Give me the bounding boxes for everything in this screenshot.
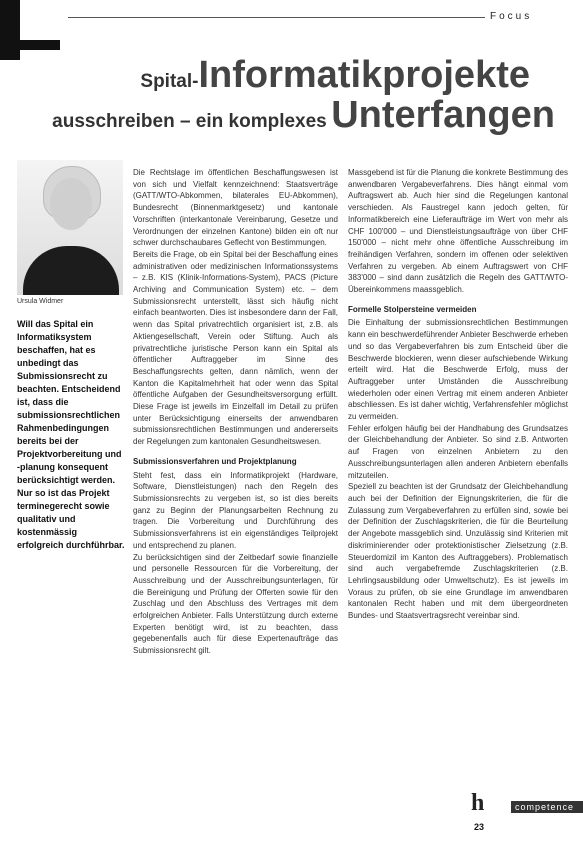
- subheading: Submissionsverfahren und Projektplanung: [133, 456, 297, 466]
- section-label: Focus: [490, 11, 533, 22]
- author-photo: [17, 160, 123, 295]
- page-number: 23: [474, 822, 485, 832]
- competence-logo: [471, 790, 583, 822]
- logo-mark: h: [471, 790, 485, 816]
- paragraph: Zu berücksichtigen sind der Zeitbedarf sowie finanzielle und personelle Ressourcen für die Vorbereitung, der Ausschreibung und der Ausschreibungsunterlagen, für die Bereinigung und Prüfung der Offerten sowie für den Zuschlag und den Abschluss des Vertrages mit dem erfolgreichen Anbieter. Falls Unterstützung durch externe Experten benötigt wird, ist zu beachten, dass gegebenenfalls auch für diese Expertenaufträge das Submissionsrecht gilt.: [133, 552, 338, 656]
- title-prefix: Spital-: [140, 71, 199, 92]
- header-rule: [68, 17, 485, 18]
- paragraph: Die Rechtslage im öffentlichen Beschaffungswesen ist von sich und Vielfalt kennzeichnend: Staatsverträge (GATT/WTO-Abkommen, bilaterales EU-Abkommen), Bundesrecht (Binnenmarktgesetz) und kantonale Vorschriften (interkantonale Vereinbarung, Gesetze und Verordnungen der einzelnen Kantone) bilden ein oft nur schwer durchschaubares Geflecht von Bestimmungen.: [133, 168, 338, 248]
- sidebar-intro: Will das Spital ein Informatiksystem beschaffen, hat es unbedingt das Submissionsrecht zu beachten. Entscheidend ist, dass die submissionsrechtlichen Rahmenbedingungen bereits bei der Projektvorbereitung und -planung konsequent berücksichtigt werden. Nur so ist das Projekt terminegerecht sowie qualitativ und kostenmässig erfolgreich durchführbar.: [17, 319, 125, 550]
- article-column-2: [348, 167, 568, 622]
- paragraph: Die Einhaltung der submissionsrechtlichen Bestimmungen kann ein beschwerdeführender Anbieter Beschwerde erheben und so das Vergabeverfahren bis zum Entscheid über die Beschwerde blockieren, wenn dieser aufschiebende Wirkung erteilt wird. Hat die Beschwerde Erfolg, muss der Auftraggeber unter Umständen die Ausschreibung wiederholen oder einen Vertrag mit einem anderen Anbieter abschliessen. Es ist daher wichtig, Verfahrensfehler möglichst zu vermeiden.: [348, 318, 568, 422]
- paragraph: Bereits die Frage, ob ein Spital bei der Beschaffung eines administrativen oder medizinischen Informationssystems – z.B. KIS (Klinik-Informations-System), PACS (Picture Archiving and Communication System) etc. – dem Submissionsrecht unterstellt, lässt sich häufig nicht einfach beantworten. Dies ist insbesondere dann der Fall, wenn das Spital privatrechtlich organisiert ist, z.B. als Aktiengesellschaft, Verein oder Stiftung. Auch als privatrechtliche juristische Person kann ein Spital als öffentlicher Auftraggeber im Sinne des Beschaffungsrechts gelten, dann nämlich, wenn der Kanton die Kapitalmehrheit hat oder wenn das Spital öffentliche Aufgaben der Gesundheitsversorgung erfüllt. Diese Frage ist jeweils im Einzelfall im Detail zu prüfen unter Berücksichtigung einerseits der anwendbaren submissionsrechtlichen Bestimmungen und andererseits der Regelungen zum kantonalen Gesundheitswesen.: [133, 249, 338, 447]
- title-mid: ausschreiben – ein komplexes: [52, 111, 327, 132]
- photo-body: [23, 246, 119, 295]
- paragraph: Speziell zu beachten ist der Grundsatz der Gleichbehandlung auch bei der Definition der Eignungskriterien, die für die Zulassung zum Vergabeverfahren zu erfüllen sind, sowie bei der Definition der Zuschlagskriterien, die für die Beurteilung der Angebote massgeblich sind. Unzulässig sind Kriterien mit diskriminierender oder protektionistischer Zielsetzung (z.B. Steuerdomizil im Kanton des Auftraggebers). Problematisch sind auch vergabefremde Zuschlagskriterien (z.B. Lehrlingsausbildung oder Umweltschutz). Es ist jeweils im Voraus zu prüfen, ob sie eine Grundlage im anwendbaren kantonalen Recht haben und mit dem übergeordneten Bundes- und Staatsvertragsrecht vereinbar sind.: [348, 482, 568, 621]
- paragraph: Fehler erfolgen häufig bei der Handhabung des Grundsatzes der Gleichbehandlung der Anbieter. So sind z.B. Antworten auf Fragen von einzelnen Anbietern zu den Ausschreibungsunterlagen allen anderen Anbietern ebenfalls mitzuteilen.: [348, 423, 568, 480]
- subheading: Formelle Stolpersteine vermeiden: [348, 304, 477, 314]
- title-line-2: [52, 94, 555, 137]
- article-column-1: [133, 167, 338, 657]
- title-line-1: [140, 54, 530, 97]
- corner-mark: [0, 0, 20, 60]
- logo-text: competence: [511, 801, 583, 813]
- paragraph: Massgebend ist für die Planung die konkrete Bestimmung des anwendbaren Vergabeverfahrens. Dies hängt einmal vom Auftragswert ab. Auch hier sind die Regelungen kantonal verschieden. Als Faustregel kann jedoch gelten, für Informatikbereich eine Lieferaufträge im Wert von mehr als CHF 100'000 – und Dienstleistungsaufträge von über CHF 150'000 – nicht mehr ohne öffentliche Ausschreibung im freihändigen Verfahren, sondern im offenen oder selektiven Verfahren zu vergeben. Ab einem Auftragswert von CHF 383'000 – sind dann zusätzlich die Regeln des GATT/WTO-Übereinkommens maassgeblich.: [348, 168, 568, 295]
- paragraph: Steht fest, dass ein Informatikprojekt (Hardware, Software, Dienstleistungen) nach den Regeln des Submissionsrechts zu vergeben ist, so ist dies bereits ganz zu Beginn der Planungsarbeiten Rechnung zu tragen. Die Vorbereitung und Durchführung des Submissionsverfahrens ist ein eigenständiges Teilprojekt und entsprechend zu planen.: [133, 470, 338, 550]
- title-main: Informatikprojekte: [198, 54, 530, 96]
- corner-bar: [0, 40, 60, 50]
- photo-caption: Ursula Widmer: [17, 298, 64, 305]
- photo-face: [50, 178, 92, 230]
- title-end: Unterfangen: [331, 94, 555, 136]
